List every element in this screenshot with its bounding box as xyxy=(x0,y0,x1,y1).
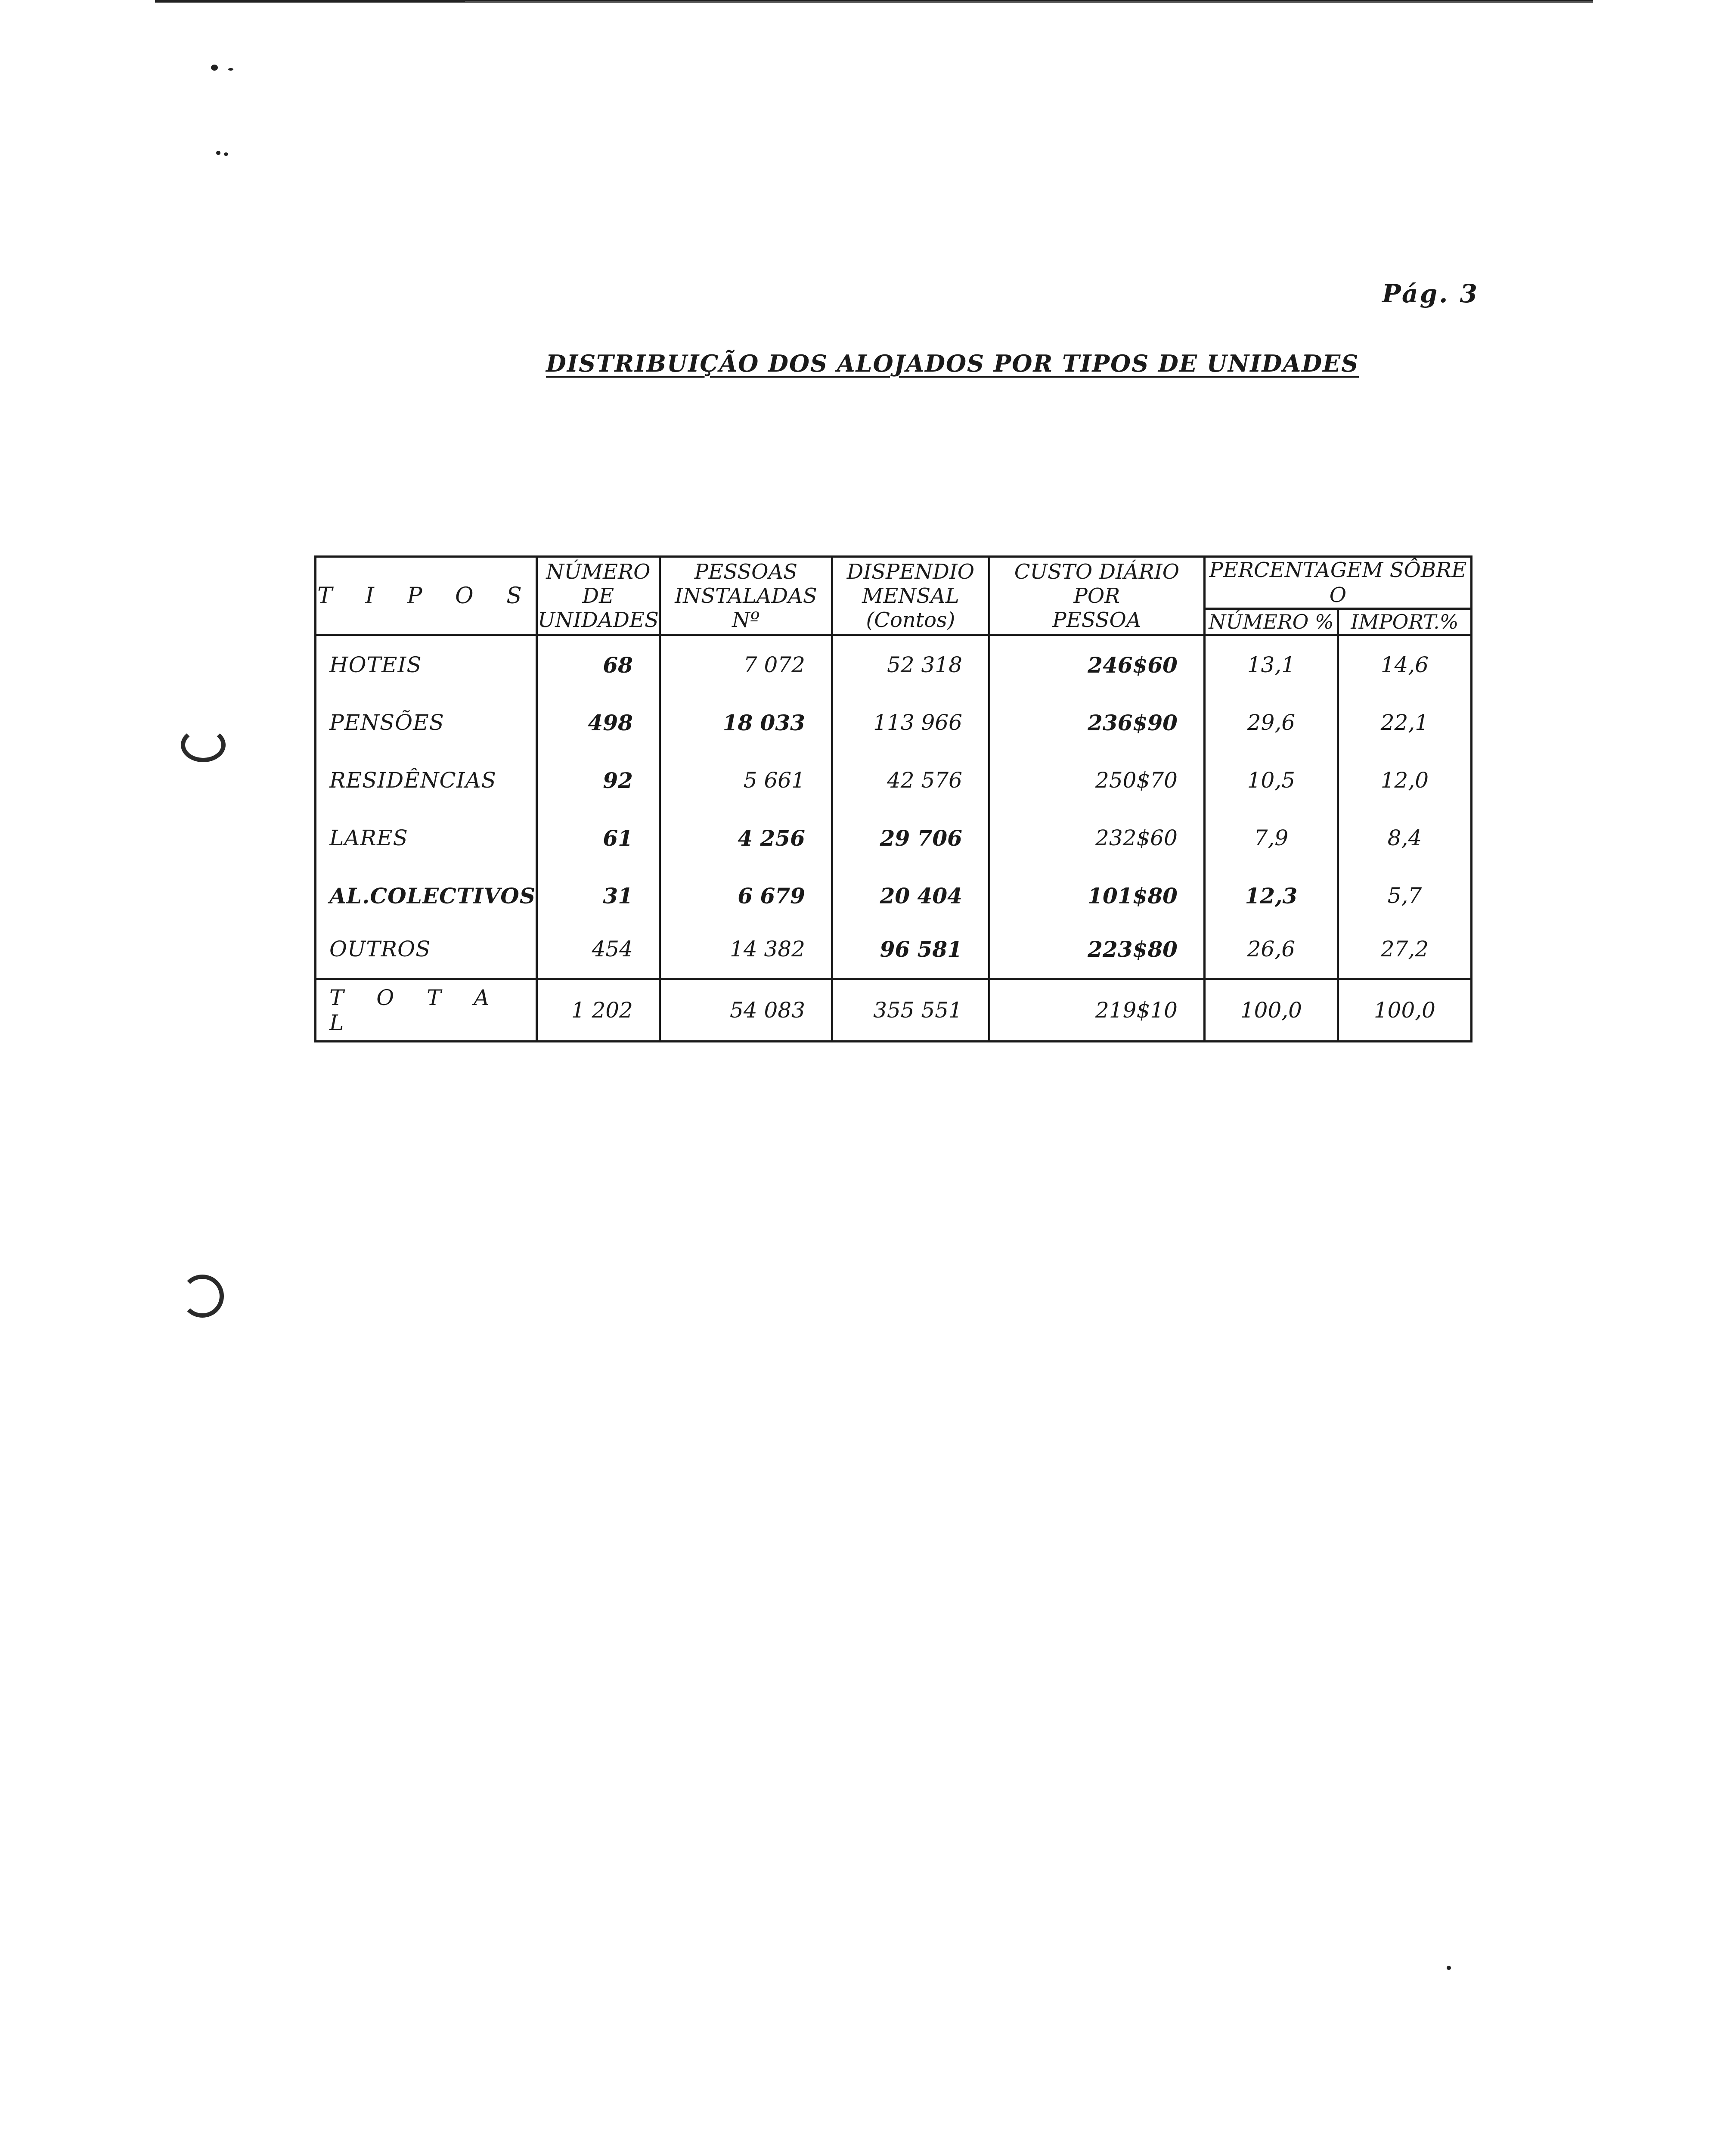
cell-pct-import: 8,4 xyxy=(1338,809,1471,867)
cell-pct-numero: 10,5 xyxy=(1204,751,1338,809)
cell-dispendio: 52 318 xyxy=(832,635,989,694)
total-row xyxy=(316,979,1472,1042)
scan-speck xyxy=(216,151,220,155)
cell-custo: 236$90 xyxy=(989,694,1204,751)
header-pct-numero: NÚMERO % xyxy=(1204,609,1338,635)
cell-unidades: 92 xyxy=(536,751,660,809)
cell-unidades: 31 xyxy=(536,867,660,924)
cell-pct-numero: 29,6 xyxy=(1204,694,1338,751)
table-row xyxy=(316,924,1472,979)
cell-tipo: HOTEIS xyxy=(316,635,537,694)
scan-speck xyxy=(224,152,228,156)
header-line: NÚMERO xyxy=(546,559,651,584)
cell-pessoas: 6 679 xyxy=(660,867,832,924)
cell-pct-numero: 12,3 xyxy=(1204,867,1338,924)
cell-total-pct-numero: 100,0 xyxy=(1204,979,1338,1042)
header-dispendio-mensal xyxy=(832,557,989,635)
header-line: (Contos) xyxy=(866,608,955,632)
cell-dispendio: 96 581 xyxy=(832,924,989,979)
table-row xyxy=(316,867,1472,924)
cell-tipo: LARES xyxy=(316,809,537,867)
header-line: DISPENDIO xyxy=(846,559,975,584)
cell-pct-import: 14,6 xyxy=(1338,635,1471,694)
cell-custo: 223$80 xyxy=(989,924,1204,979)
cell-custo: 246$60 xyxy=(989,635,1204,694)
cell-unidades: 61 xyxy=(536,809,660,867)
cell-unidades: 454 xyxy=(536,924,660,979)
header-pct-import: IMPORT.% xyxy=(1338,609,1471,635)
cell-custo: 101$80 xyxy=(989,867,1204,924)
cell-tipo: RESIDÊNCIAS xyxy=(316,751,537,809)
cell-custo: 250$70 xyxy=(989,751,1204,809)
cell-pct-numero: 13,1 xyxy=(1204,635,1338,694)
cell-pessoas: 7 072 xyxy=(660,635,832,694)
cell-pessoas: 14 382 xyxy=(660,924,832,979)
table-row xyxy=(316,809,1472,867)
cell-pessoas: 18 033 xyxy=(660,694,832,751)
header-line: PERCENTAGEM SÔBRE xyxy=(1209,558,1467,582)
header-pessoas-instaladas xyxy=(660,557,832,635)
table-row xyxy=(316,751,1472,809)
cell-tipo: PENSÕES xyxy=(316,694,537,751)
header-line: PESSOA xyxy=(1052,608,1141,632)
cell-pct-import: 27,2 xyxy=(1338,924,1471,979)
cell-total-pessoas: 54 083 xyxy=(660,979,832,1042)
cell-total-dispendio: 355 551 xyxy=(832,979,989,1042)
header-line: INSTALADAS xyxy=(675,583,817,608)
scan-speck xyxy=(211,65,218,71)
top-rule-overlap xyxy=(465,1,1593,2)
header-line: MENSAL xyxy=(862,583,959,608)
cell-dispendio: 113 966 xyxy=(832,694,989,751)
cell-total-custo: 219$10 xyxy=(989,979,1204,1042)
header-custo-diario xyxy=(989,557,1204,635)
cell-custo: 232$60 xyxy=(989,809,1204,867)
cell-tipo: OUTROS xyxy=(316,924,537,979)
table-row xyxy=(316,635,1472,694)
header-line: CUSTO DIÁRIO xyxy=(1014,559,1180,584)
header-line: UNIDADES xyxy=(537,608,659,632)
header-line: O xyxy=(1329,583,1347,607)
cell-unidades: 498 xyxy=(536,694,660,751)
header-tipos: T I P O S xyxy=(316,557,537,635)
cell-total-pct-import: 100,0 xyxy=(1338,979,1471,1042)
table-row xyxy=(316,694,1472,751)
cell-total-unidades: 1 202 xyxy=(536,979,660,1042)
punch-hole-mark xyxy=(181,728,226,762)
cell-pessoas: 5 661 xyxy=(660,751,832,809)
header-percentagem xyxy=(1204,557,1471,609)
cell-dispendio: 20 404 xyxy=(832,867,989,924)
cell-pct-import: 22,1 xyxy=(1338,694,1471,751)
cell-dispendio: 29 706 xyxy=(832,809,989,867)
header-numero-unidades xyxy=(536,557,660,635)
cell-pessoas: 4 256 xyxy=(660,809,832,867)
scan-speck xyxy=(1447,1966,1451,1970)
page-number: Pág. 3 xyxy=(1382,279,1479,308)
cell-pct-numero: 7,9 xyxy=(1204,809,1338,867)
document-title: DISTRIBUIÇÃO DOS ALOJADOS POR TIPOS DE UNIDADES xyxy=(546,350,1359,377)
punch-hole-mark xyxy=(181,1275,224,1318)
cell-pct-import: 5,7 xyxy=(1338,867,1471,924)
cell-unidades: 68 xyxy=(536,635,660,694)
scan-speck xyxy=(228,68,233,71)
cell-pct-numero: 26,6 xyxy=(1204,924,1338,979)
header-line: Nº xyxy=(732,608,760,632)
header-line: POR xyxy=(1073,583,1120,608)
cell-pct-import: 12,0 xyxy=(1338,751,1471,809)
header-line: DE xyxy=(582,583,614,608)
cell-total-label: T O T A L xyxy=(316,979,537,1042)
cell-tipo: AL.COLECTIVOS xyxy=(316,867,537,924)
cell-dispendio: 42 576 xyxy=(832,751,989,809)
distribution-table xyxy=(314,555,1472,1042)
header-line: PESSOAS xyxy=(694,559,797,584)
